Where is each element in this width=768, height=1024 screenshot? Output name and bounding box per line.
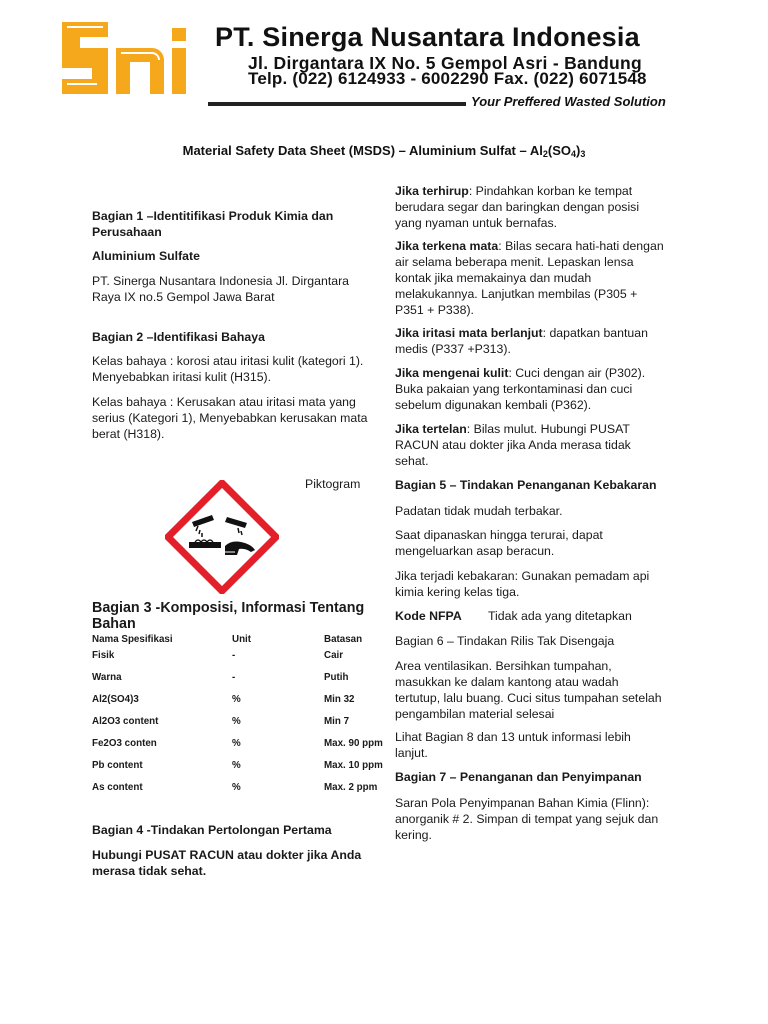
company-identification: PT. Sinerga Nusantara Indonesia Jl. Dirgantara Raya IX no.5 Gempol Jawa Barat xyxy=(92,274,350,304)
hazard-class-skin: Kelas bahaya : korosi atau iritasi kulit (kategori 1). Menyebabkan iritasi kulit (H315). xyxy=(92,354,364,384)
column-header: Nama Spesifikasi xyxy=(92,634,173,645)
fire-paragraph-3: Jika terjadi kebakaran: Gunakan pemadam api kimia kering kelas tiga. xyxy=(395,569,650,599)
column-header: Batasan xyxy=(324,634,363,645)
storage-paragraph: Saran Pola Penyimpanan Bahan Kimia (Flinn): anorganik # 2. Simpan di tempat yang sejuk dan kering. xyxy=(395,796,659,842)
company-logo xyxy=(58,14,198,102)
header-rule xyxy=(208,102,466,106)
company-slogan: Your Preffered Wasted Solution xyxy=(471,94,666,109)
table-row: Fisik - Cair xyxy=(92,650,344,661)
corrosion-icon xyxy=(165,480,279,594)
spill-paragraph-1: Area ventilasikan. Bersihkan tumpahan, masukkan ke dalam kantong atau wadah tertutup, lalu buang. Cuci situs tumpahan setelah pengambilan material selesai xyxy=(395,659,662,721)
nfpa-label: Kode NFPA xyxy=(395,609,462,623)
nfpa-code xyxy=(395,608,665,624)
first-aid-eyes: Jika terkena mata: Bilas secara hati-hati dengan air selama beberapa menit. Lepaskan lensa kontak jika memakainya dan mudah melakukannya. Lanjutkan membilas (P305 + P351 + P338). xyxy=(395,239,664,317)
table-row: Fe2O3 conten % Max. 90 ppm xyxy=(92,738,383,749)
bagian3-heading: Bagian 3 -Komposisi, Informasi Tentang Bahan xyxy=(92,600,365,632)
bagian2-heading: Bagian 2 –Identifikasi Bahaya xyxy=(92,330,265,344)
bagian7-heading: Bagian 7 – Penanganan dan Penyimpanan xyxy=(395,770,642,784)
first-aid-skin: Jika mengenai kulit: Cuci dengan air (P302). Buka pakaian yang terkontaminasi dan cuci sebelum digunakan kembali (P362). xyxy=(395,366,646,412)
table-row: Warna - Putih xyxy=(92,672,349,683)
column-header: Unit xyxy=(232,634,252,645)
bagian1-heading: Bagian 1 –Identitifikasi Produk Kimia dan Perusahaan xyxy=(92,209,334,239)
first-aid-eye-irritation: Jika iritasi mata berlanjut: dapatkan bantuan medis (P337 +P313). xyxy=(395,326,648,356)
company-phone: Telp. (022) 6124933 - 6002290 Fax. (022) 6071548 xyxy=(248,69,647,88)
product-name: Aluminium Sulfate xyxy=(92,249,200,263)
fire-paragraph-1: Padatan tidak mudah terbakar. xyxy=(395,504,563,518)
fire-paragraph-2: Saat dipanaskan hingga terurai, dapat mengeluarkan asap beracun. xyxy=(395,528,603,558)
first-aid-intro: Hubungi PUSAT RACUN atau dokter jika Anda merasa tidak sehat. xyxy=(92,848,362,878)
first-aid-inhalation: Jika terhirup: Pindahkan korban ke tempat berudara segar dan baringkan dengan posisi yang nyaman untuk bernafas. xyxy=(395,184,640,230)
nfpa-value: Tidak ada yang ditetapkan xyxy=(488,609,632,623)
first-aid-swallow: Jika tertelan: Bilas mulut. Hubungi PUSAT RACUN atau dokter jika Anda merasa tidak sehat. xyxy=(395,422,631,468)
table-header-row xyxy=(92,634,394,650)
table-row: Al2O3 content % Min 7 xyxy=(92,716,350,727)
company-address: Jl. Dirgantara IX No. 5 Gempol Asri - Bandung xyxy=(248,53,643,73)
table-row: As content % Max. 2 ppm xyxy=(92,782,378,793)
spill-paragraph-2: Lihat Bagian 8 dan 13 untuk informasi lebih lanjut. xyxy=(395,730,631,760)
company-name: PT. Sinerga Nusantara Indonesia xyxy=(215,22,640,52)
document-title: Material Safety Data Sheet (MSDS) – Aluminium Sulfat – $Al_2(SO_4)_3$ xyxy=(182,143,586,159)
table-row: Al2(SO4)3 % Min 32 xyxy=(92,694,355,705)
hazard-class-eye: Kelas bahaya : Kerusakan atau iritasi mata yang serius (Kategori 1), Menyebabkan kerusakan mata berat (H318). xyxy=(92,395,368,441)
composition-table xyxy=(92,634,394,804)
pictogram-label: Piktogram xyxy=(305,477,361,491)
bagian4-heading: Bagian 4 -Tindakan Pertolongan Pertama xyxy=(92,823,332,837)
bagian6-heading: Bagian 6 – Tindakan Rilis Tak Disengaja xyxy=(395,634,615,648)
bagian5-heading: Bagian 5 – Tindakan Penanganan Kebakaran xyxy=(395,478,657,492)
table-row: Pb content % Max. 10 ppm xyxy=(92,760,383,771)
